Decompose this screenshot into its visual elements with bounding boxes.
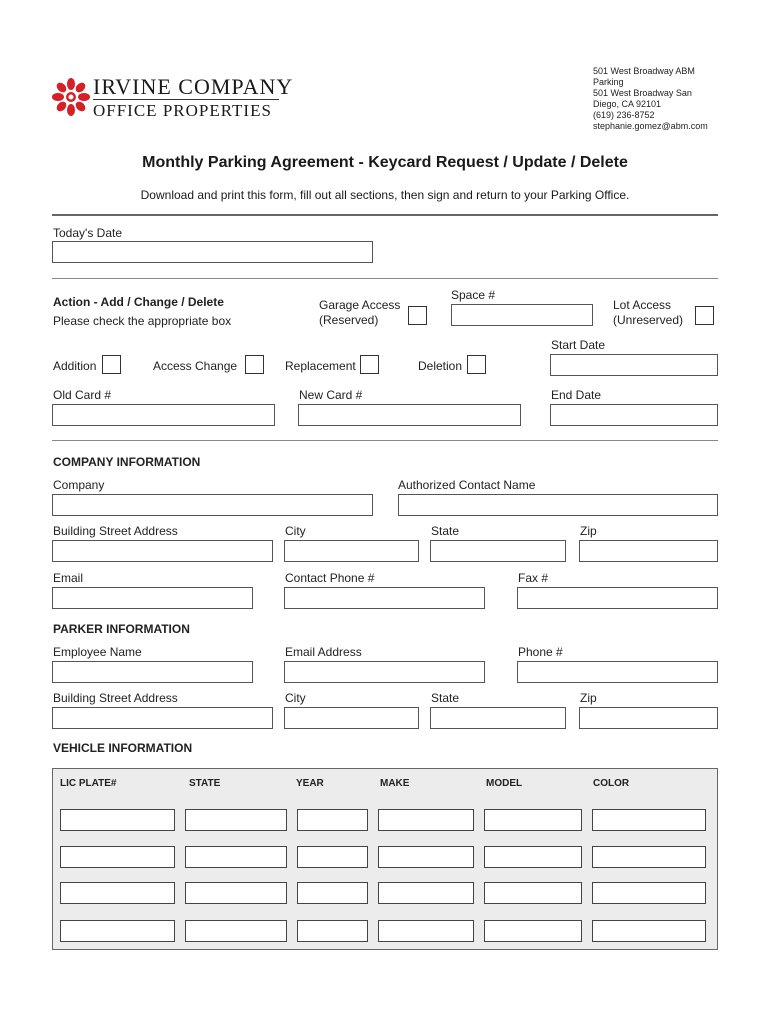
vehicle-model-field[interactable]	[484, 846, 582, 868]
logo-divider	[93, 99, 279, 100]
vehicle-color-field[interactable]	[592, 920, 706, 942]
parker-state-field[interactable]	[430, 707, 566, 729]
company-city-label: City	[285, 524, 306, 538]
logo-division-name: OFFICE PROPERTIES	[93, 101, 272, 120]
address-line: Diego, CA 92101	[593, 99, 662, 109]
company-email-label: Email	[53, 571, 84, 585]
parker-city-field[interactable]	[284, 707, 419, 729]
parker-email-field[interactable]	[284, 661, 485, 683]
company-label: Company	[53, 478, 105, 492]
vehicle-state-field[interactable]	[185, 882, 287, 904]
parker-phone-field[interactable]	[517, 661, 718, 683]
garage-access-sublabel: (Reserved)	[319, 313, 379, 327]
company-zip-field[interactable]	[579, 540, 718, 562]
new-card-field[interactable]	[298, 404, 521, 426]
vehicle-make-field[interactable]	[378, 882, 474, 904]
parker-phone-label: Phone #	[518, 645, 563, 659]
access-change-label: Access Change	[153, 359, 238, 373]
parking-office-address	[593, 66, 708, 132]
todays-date-field[interactable]	[52, 241, 373, 263]
contact-phone-label: Contact Phone #	[285, 571, 375, 585]
parker-street-field[interactable]	[52, 707, 273, 729]
vehicle-make-field[interactable]	[378, 809, 474, 831]
company-state-field[interactable]	[430, 540, 566, 562]
access-change-checkbox[interactable]	[245, 355, 264, 374]
vehicle-col-color: COLOR	[593, 778, 630, 789]
address-email: stephanie.gomez@abm.com	[593, 121, 708, 131]
end-date-field[interactable]	[550, 404, 718, 426]
lot-access-checkbox[interactable]	[695, 306, 714, 325]
vehicle-lic-plate-field[interactable]	[60, 846, 175, 868]
vehicle-year-field[interactable]	[297, 882, 368, 904]
company-state-label: State	[431, 524, 460, 538]
vehicle-color-field[interactable]	[592, 882, 706, 904]
contact-phone-field[interactable]	[284, 587, 485, 609]
vehicle-year-field[interactable]	[297, 809, 368, 831]
vehicle-color-field[interactable]	[592, 846, 706, 868]
replacement-checkbox[interactable]	[360, 355, 379, 374]
addition-label: Addition	[53, 359, 97, 373]
vehicle-info-heading: VEHICLE INFORMATION	[53, 741, 193, 755]
divider	[52, 440, 718, 441]
employee-name-field[interactable]	[52, 661, 253, 683]
company-street-field[interactable]	[52, 540, 273, 562]
vehicle-state-field[interactable]	[185, 846, 287, 868]
form-instructions: Download and print this form, fill out all sections, then sign and return to your Parking Office.	[140, 188, 630, 202]
space-label: Space #	[451, 288, 496, 302]
end-date-label: End Date	[551, 388, 602, 402]
deletion-checkbox[interactable]	[467, 355, 486, 374]
addition-checkbox[interactable]	[102, 355, 121, 374]
new-card-label: New Card #	[299, 388, 363, 402]
company-city-field[interactable]	[284, 540, 419, 562]
vehicle-model-field[interactable]	[484, 882, 582, 904]
parker-city-label: City	[285, 691, 306, 705]
divider	[52, 278, 718, 279]
parker-email-label: Email Address	[285, 645, 362, 659]
old-card-label: Old Card #	[53, 388, 112, 402]
old-card-field[interactable]	[52, 404, 275, 426]
form-title: Monthly Parking Agreement - Keycard Request / Update / Delete	[142, 154, 628, 171]
company-street-label: Building Street Address	[53, 524, 178, 538]
company-email-field[interactable]	[52, 587, 253, 609]
vehicle-col-model: MODEL	[486, 778, 523, 789]
parker-zip-label: Zip	[580, 691, 597, 705]
parker-state-label: State	[431, 691, 460, 705]
fax-label: Fax #	[518, 571, 549, 585]
divider	[52, 214, 718, 216]
vehicle-col-state: STATE	[189, 778, 221, 789]
parker-zip-field[interactable]	[579, 707, 718, 729]
garage-access-checkbox[interactable]	[408, 306, 427, 325]
company-zip-label: Zip	[580, 524, 597, 538]
replacement-label: Replacement	[285, 359, 356, 373]
lot-access-sublabel: (Unreserved)	[613, 313, 684, 327]
address-line: 501 West Broadway ABM	[593, 66, 695, 76]
vehicle-make-field[interactable]	[378, 920, 474, 942]
irvine-company-logo-mark	[52, 78, 90, 116]
vehicle-lic-plate-field[interactable]	[60, 920, 175, 942]
authorized-contact-label: Authorized Contact Name	[398, 478, 536, 492]
todays-date-label: Today's Date	[53, 226, 122, 240]
vehicle-col-lic-plate: LIC PLATE#	[60, 778, 117, 789]
company-field[interactable]	[52, 494, 373, 516]
address-line: 501 West Broadway San	[593, 88, 692, 98]
lot-access-label: Lot Access	[613, 298, 672, 312]
vehicle-col-make: MAKE	[380, 778, 410, 789]
space-field[interactable]	[451, 304, 593, 326]
action-instruction: Please check the appropriate box	[53, 314, 232, 328]
vehicle-make-field[interactable]	[378, 846, 474, 868]
company-info-heading: COMPANY INFORMATION	[53, 455, 201, 469]
authorized-contact-field[interactable]	[398, 494, 718, 516]
action-heading: Action - Add / Change / Delete	[53, 295, 224, 309]
deletion-label: Deletion	[418, 359, 463, 373]
start-date-field[interactable]	[550, 354, 718, 376]
vehicle-state-field[interactable]	[185, 809, 287, 831]
vehicle-model-field[interactable]	[484, 809, 582, 831]
vehicle-lic-plate-field[interactable]	[60, 882, 175, 904]
vehicle-lic-plate-field[interactable]	[60, 809, 175, 831]
vehicle-color-field[interactable]	[592, 809, 706, 831]
start-date-label: Start Date	[551, 338, 606, 352]
fax-field[interactable]	[517, 587, 718, 609]
vehicle-year-field[interactable]	[297, 846, 368, 868]
vehicle-col-year: YEAR	[296, 778, 324, 789]
parker-street-label: Building Street Address	[53, 691, 178, 705]
garage-access-label: Garage Access	[319, 298, 401, 312]
address-phone: (619) 236-8752	[593, 110, 655, 120]
employee-name-label: Employee Name	[53, 645, 142, 659]
vehicle-year-field[interactable]	[297, 920, 368, 942]
parker-info-heading: PARKER INFORMATION	[53, 622, 190, 636]
vehicle-model-field[interactable]	[484, 920, 582, 942]
vehicle-state-field[interactable]	[185, 920, 287, 942]
address-line: Parking	[593, 77, 624, 87]
logo-company-name: IRVINE COMPANY	[93, 74, 294, 99]
